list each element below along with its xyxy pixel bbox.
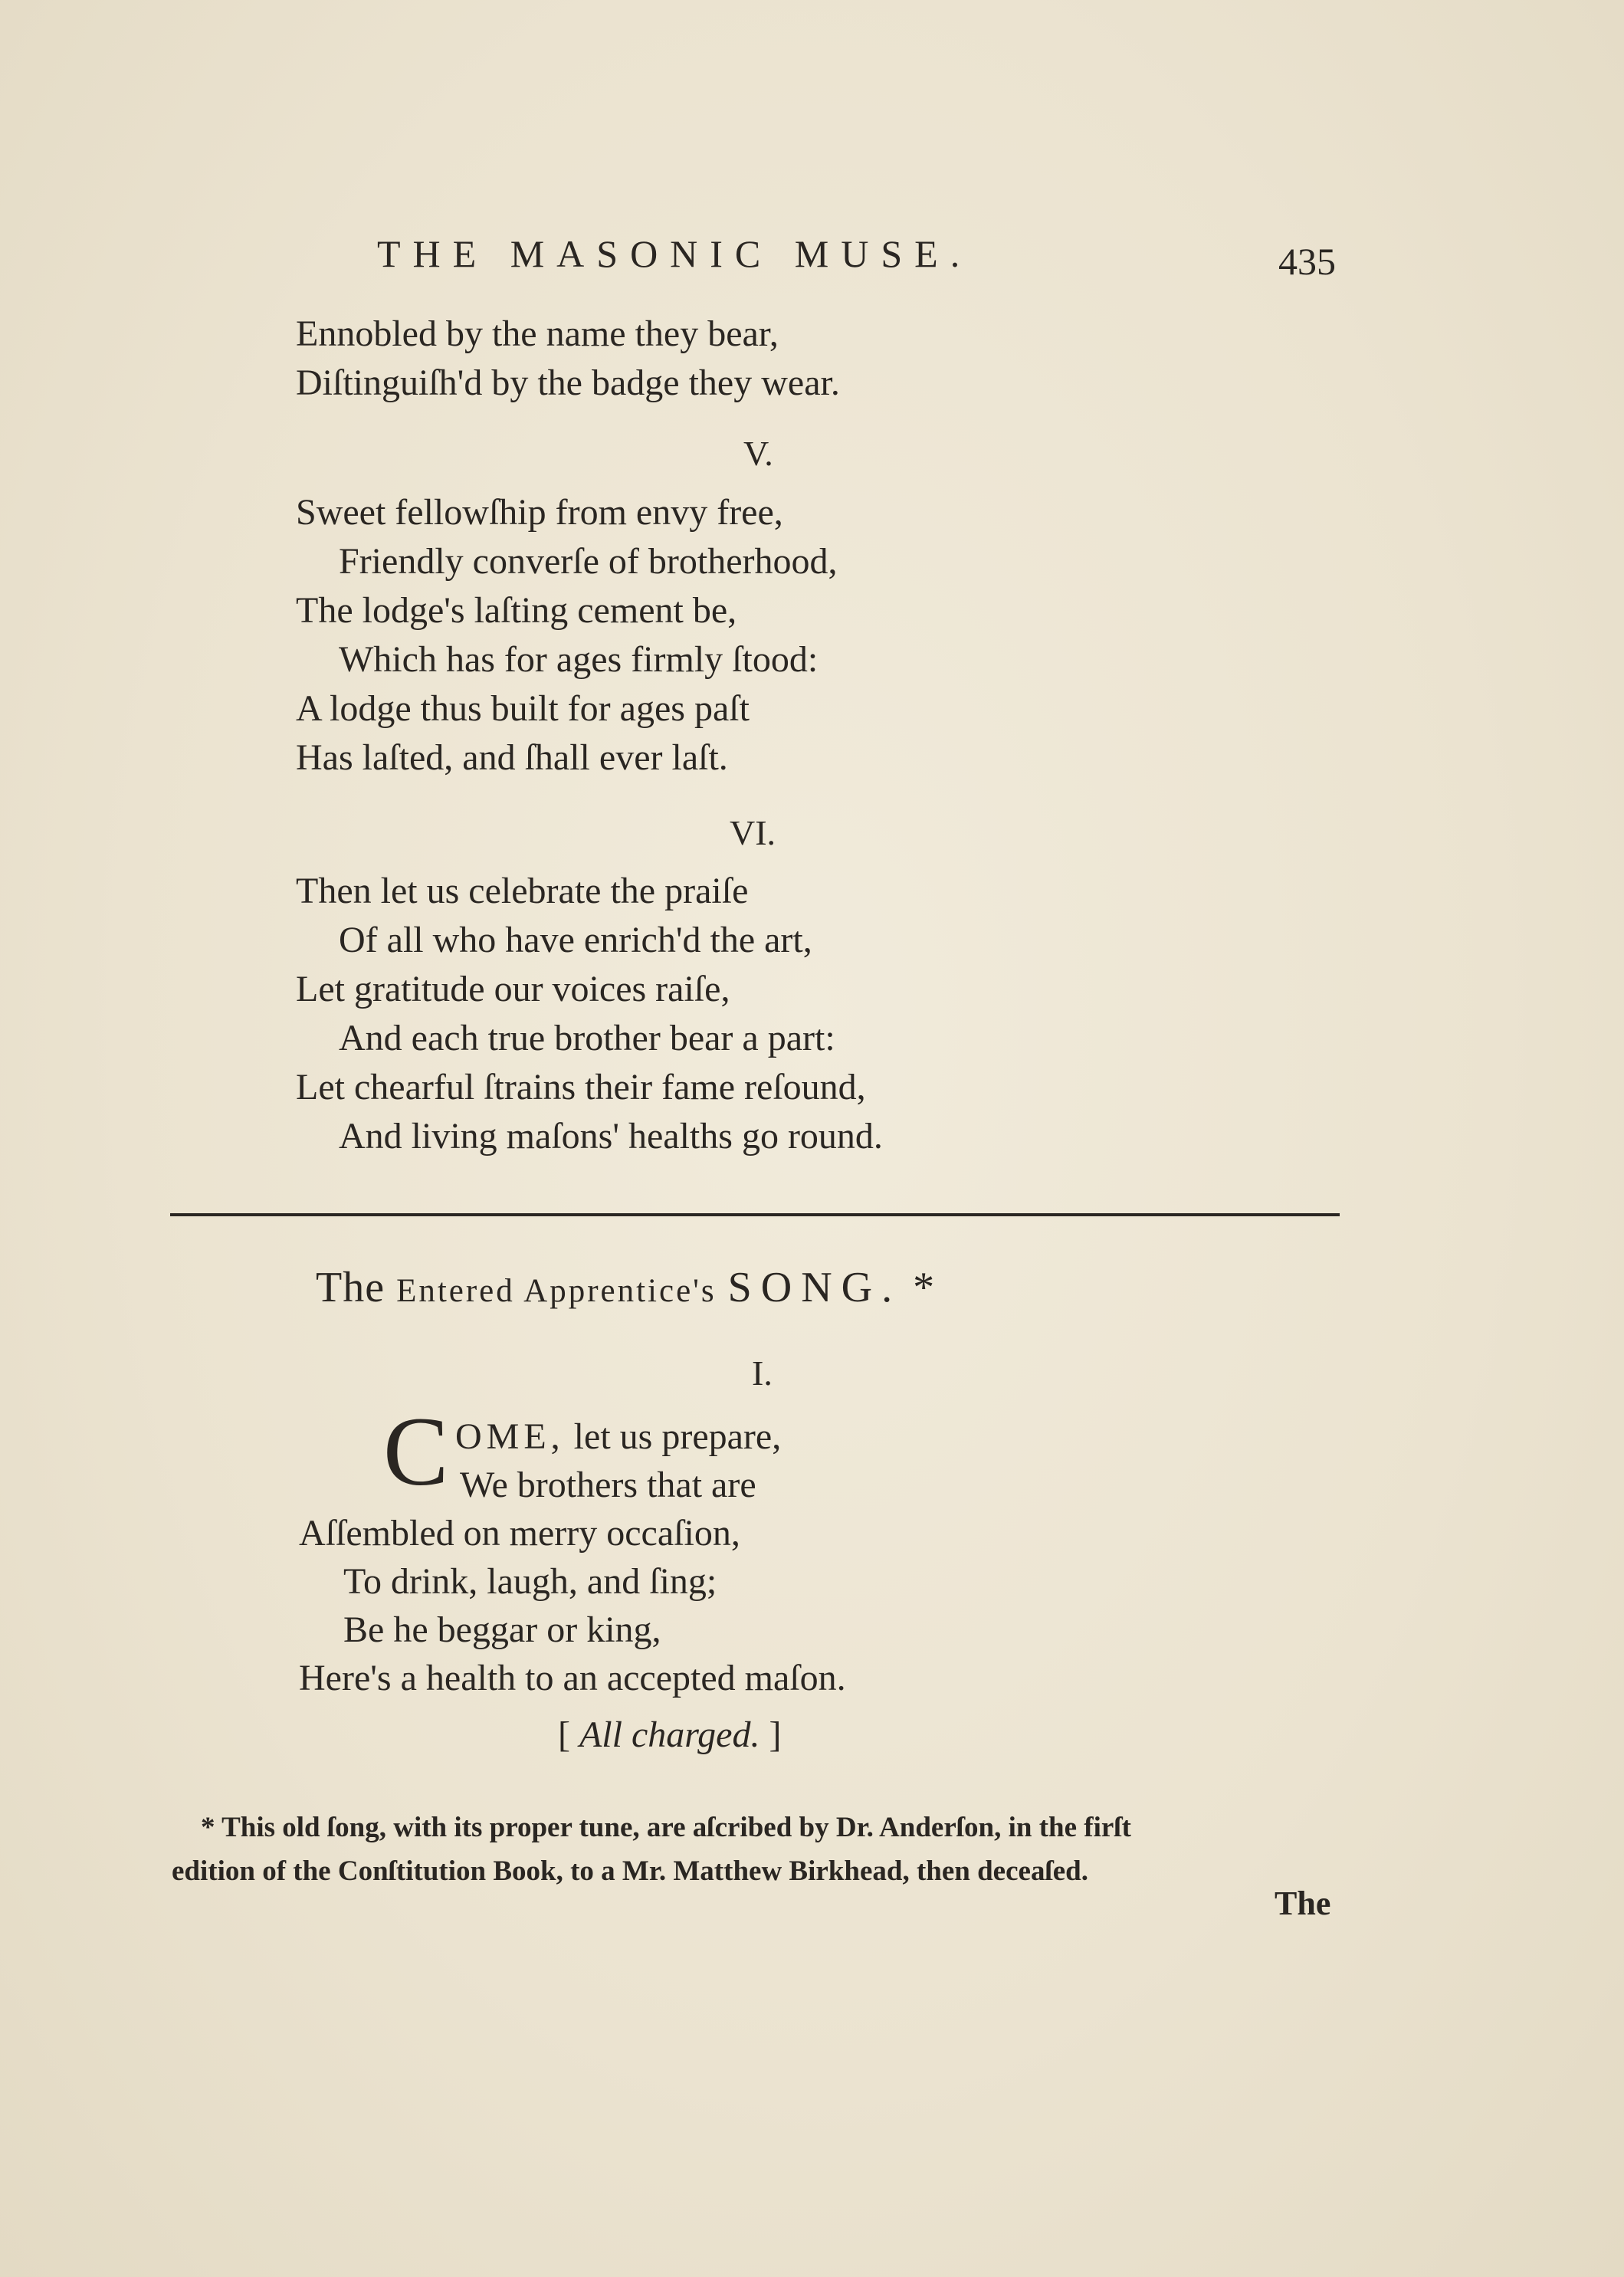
verse-line: Ennobled by the name they bear, [296,313,779,354]
footnote-line: * This old ſong, with its proper tune, are aſcribed by Dr. Anderſon, in the firſt [201,1812,1131,1843]
song-title-song: SONG. [727,1264,902,1311]
verse-line: Which has for ages firmly ſtood: [339,639,819,680]
verse-line: Of all who have enrich'd the art, [339,920,812,960]
verse-line: Let chearful ſtrains their fame reſound, [296,1067,866,1107]
stanza-number-vi: VI. [730,813,776,852]
verse-first-rest: let us prepare, [564,1416,782,1457]
footnote-mark: * [913,1264,936,1311]
verse-line: Be he beggar or king, [343,1609,661,1650]
section-divider [170,1213,1340,1216]
verse-line: Let gratitude our voices raiſe, [296,969,730,1009]
verse-first-word: OME, [455,1416,565,1457]
verse-line: Has laſted, and ſhall ever laſt. [296,737,728,778]
running-title: THE MASONIC MUSE. [377,232,973,275]
verse-first-line [455,1412,781,1462]
verse-line: We brothers that are [460,1465,756,1505]
drop-cap: C [383,1397,449,1506]
verse-line: Sweet fellowſhip from envy free, [296,492,783,533]
song-title-pre: The [316,1264,385,1311]
verse-line: A lodge thus built for ages paſt [296,688,750,729]
catchword: The [1275,1885,1331,1922]
verse-line: The lodge's laſting cement be, [296,590,737,631]
verse-line: Aſſembled on merry occaſion, [299,1513,740,1554]
page-number: 435 [1278,240,1336,283]
footnote-line: edition of the Conſtitution Book, to a Mr. Matthew Birkhead, then deceaſed. [172,1855,1088,1887]
verse-line: Friendly converſe of brotherhood, [339,541,838,582]
stanza-number-i: I. [752,1353,773,1393]
verse-line: To drink, laugh, and ſing; [343,1561,717,1602]
verse-line: Diſtinguiſh'd by the badge they wear. [296,363,840,403]
stage-direction: [ All charged. ] [558,1714,782,1755]
song-title [316,1263,935,1312]
verse-line: And living maſons' healths go round. [339,1116,883,1157]
song-title-middle: Entered Apprentice's [396,1273,717,1309]
verse-line: And each true brother bear a part: [339,1018,835,1058]
verse-line: Then let us celebrate the praiſe [296,871,749,911]
stanza-number-v: V. [743,434,773,473]
verse-line: Here's a health to an accepted maſon. [299,1658,846,1698]
stage-direction-text: All charged. [579,1714,760,1755]
